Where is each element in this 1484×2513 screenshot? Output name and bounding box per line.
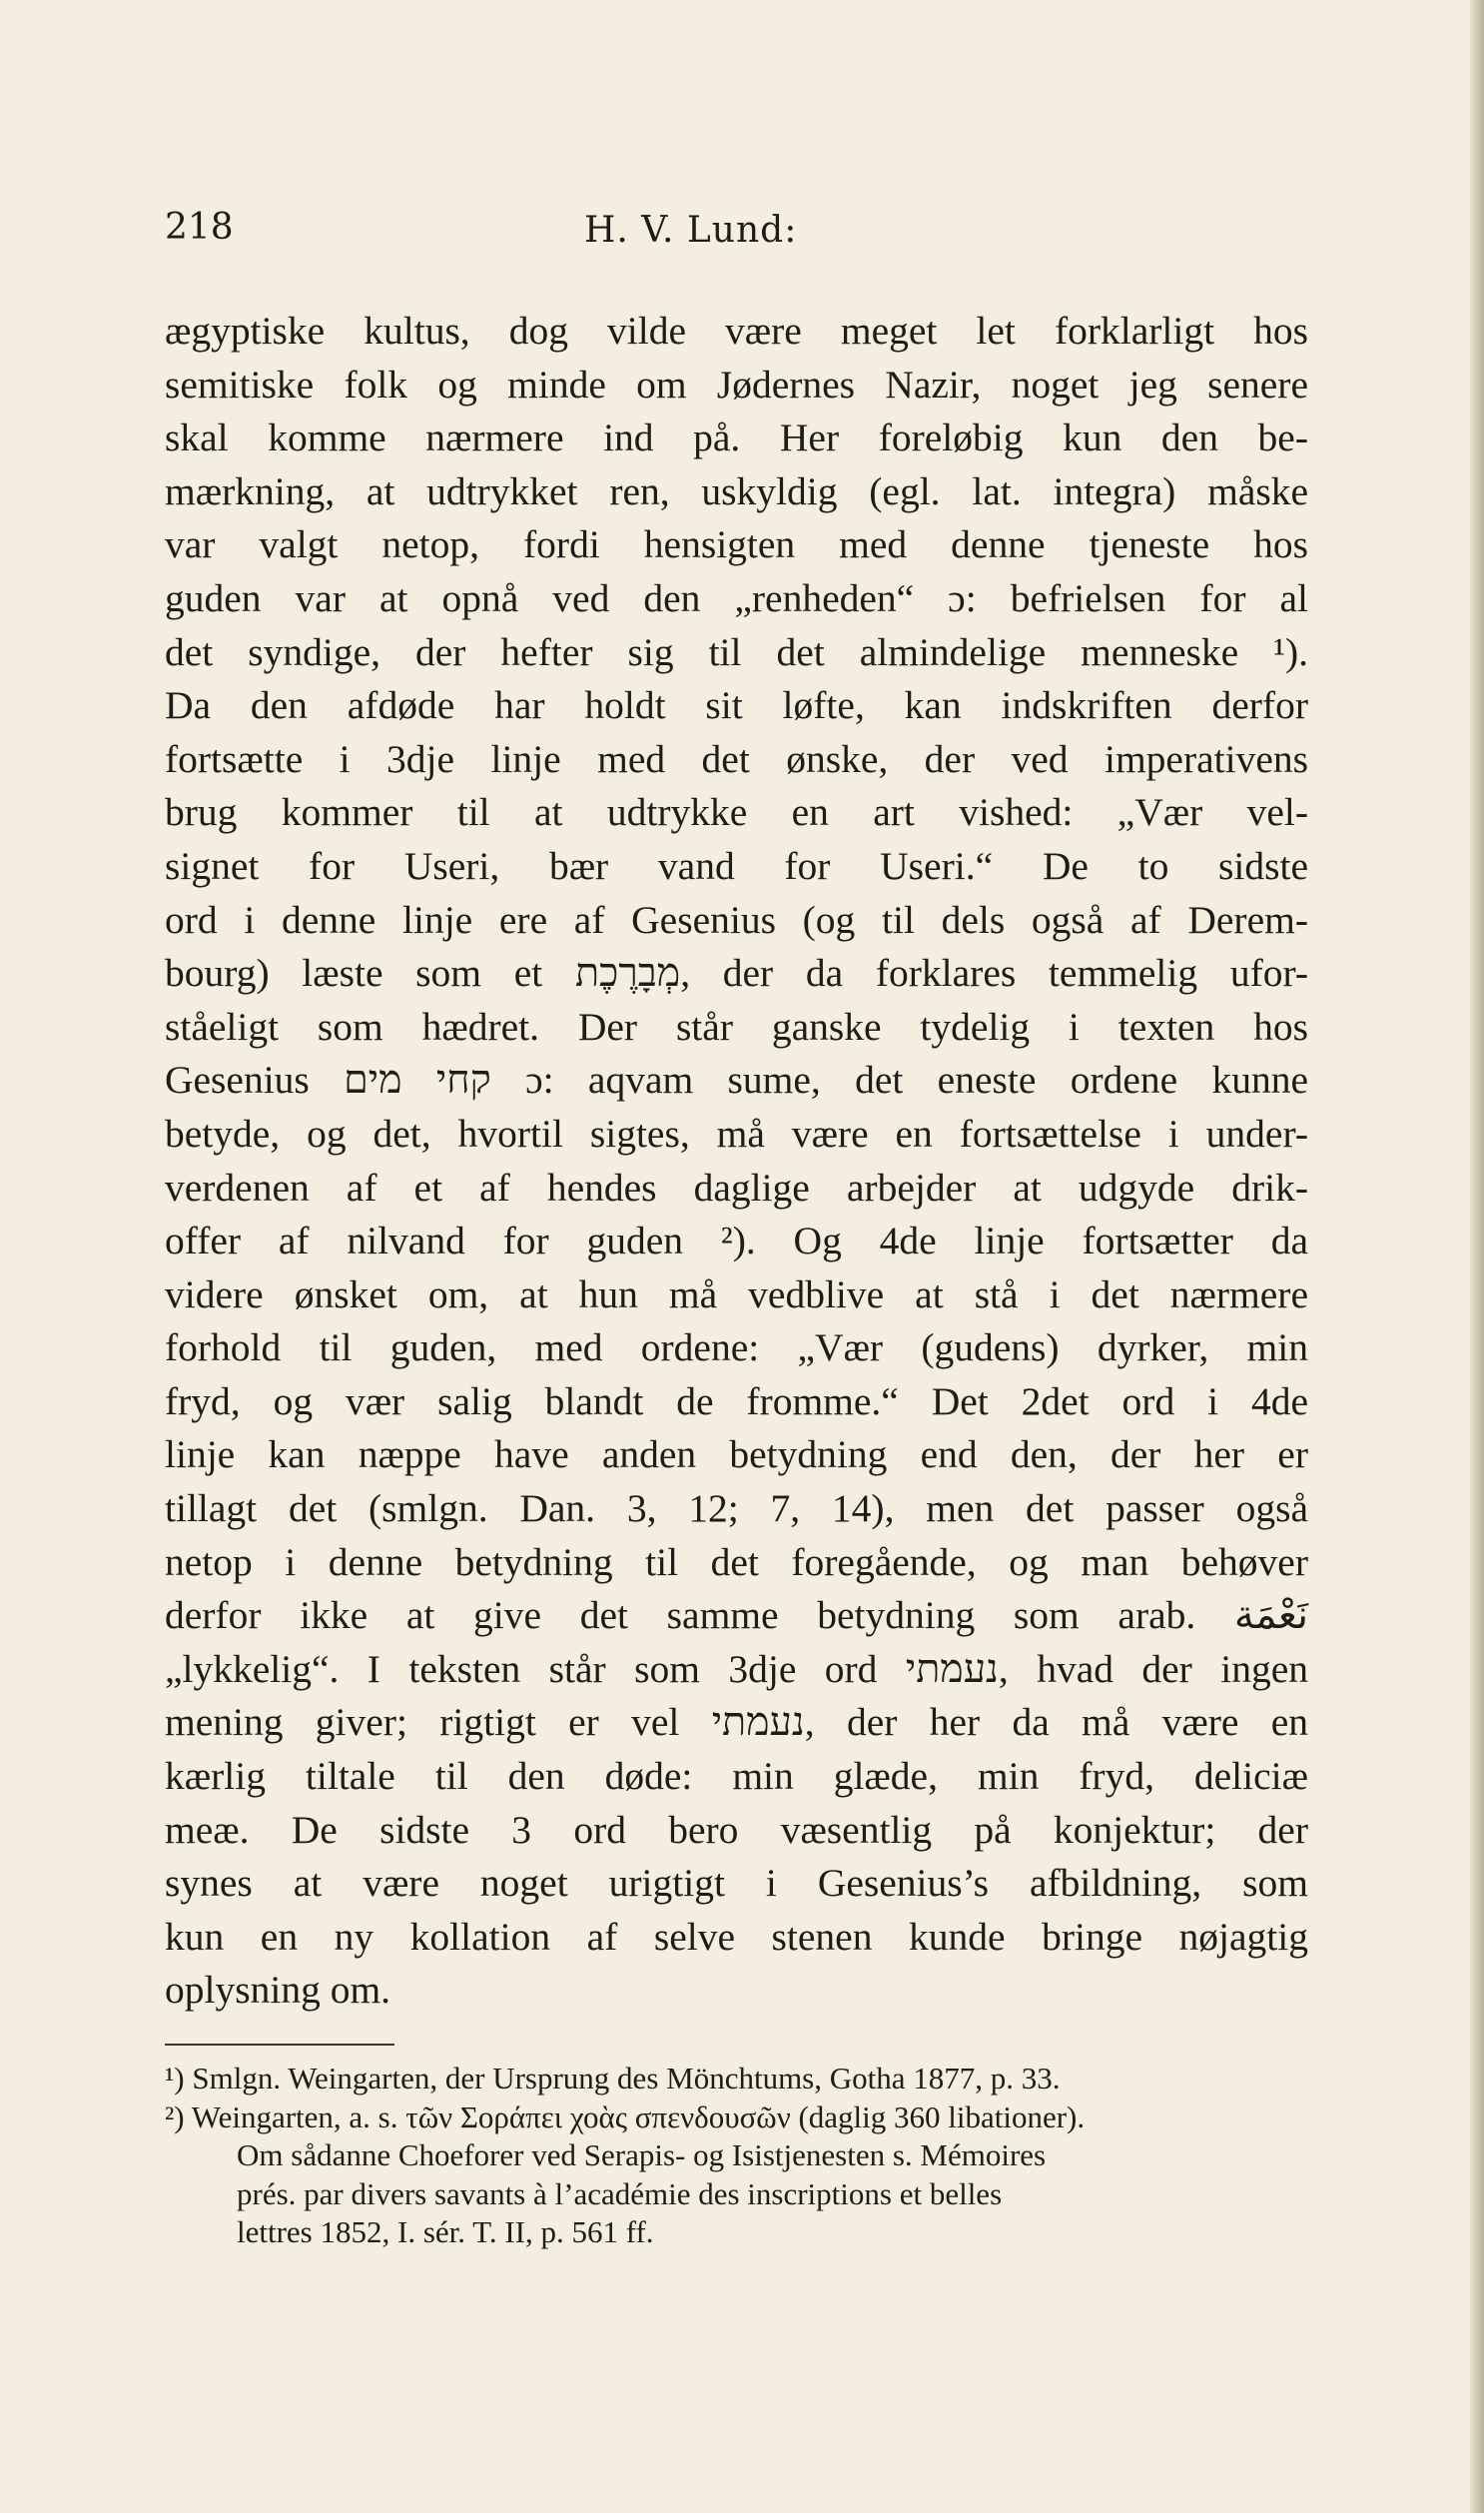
book-page [165,195,1308,2252]
text-line: videre ønsket om, at hun må vedblive at stå i det nærmere [165,1271,1308,1316]
text-line: tillagt det (smlgn. Dan. 3, 12; 7, 14), men det passer også [165,1486,1308,1531]
text-line: fortsætte i 3dje linje med det ønske, der ved imperativens [165,736,1308,781]
body-text [165,305,1308,2018]
text-line: ægyptiske kultus, dog vilde være meget let forklarligt hos [165,309,1308,353]
text-line: kærlig tiltale til den døde: min glæde, min fryd, deliciæ [165,1754,1308,1799]
text-line: signet for Useri, bær vand for Useri.“ De to sidste [165,843,1308,888]
text-line: derfor ikke at give det samme betydning som arab. نَعْمَة [165,1593,1308,1638]
text-line: offer af nilvand for guden ²). Og 4de linje fortsætter da [165,1219,1308,1263]
footnotes [165,2060,1308,2252]
page-edge-shadow [1470,0,1484,2513]
text-line: linje kan næppe have anden betydning end den, der her er [165,1432,1308,1477]
text-line: mærkning, at udtrykket ren, uskyldig (egl. lat. integra) måske [165,468,1308,513]
footnote-line: Om sådanne Choeforer ved Serapis- og Isistjenesten s. Mémoires [237,2137,1047,2172]
footnote-line: prés. par divers savants à l’académie des inscriptions et belles [237,2175,1003,2211]
text-line: oplysning om. [165,1968,391,2013]
text-line: meæ. De sidste 3 ord bero væsentlig på konjektur; der [165,1807,1308,1852]
text-line: semitiske folk og minde om Jødernes Nazir, noget jeg senere [165,362,1308,407]
text-line: ord i denne linje ere af Gesenius (og til dels også af Derem- [165,897,1308,942]
page-number: 218 [165,207,234,248]
footnote-line: ¹) Smlgn. Weingarten, der Ursprung des Mönchtums, Gotha 1877, p. 33. [165,2061,1061,2095]
running-title: H. V. Lund: [584,210,798,251]
page-header [165,195,1308,255]
text-line: fryd, og vær salig blandt de fromme.“ Det 2det ord i 4de [165,1378,1308,1423]
text-line: forhold til guden, med ordene: „Vær (gudens) dyrker, min [165,1325,1308,1370]
text-line: Gesenius קחי מים ɔ: aqvam sume, det eneste ordene kunne [165,1058,1309,1103]
text-line: skal komme nærmere ind på. Her foreløbig kun den be- [165,416,1308,460]
text-line: kun en ny kollation af selve stenen kunde bringe nøjagtig [165,1914,1308,1959]
text-line: netop i denne betydning til det foregående, og man behøver [165,1539,1308,1584]
footnote-line: lettres 1852, I. sér. T. II, p. 561 ff. [237,2214,654,2249]
text-line: var valgt netop, fordi hensigten med denne tjeneste hos [165,522,1308,567]
text-line: verdenen af et af hendes daglige arbejder at udgyde drik- [165,1165,1308,1210]
footnote-rule [165,2044,394,2046]
text-line: bourg) læste som et מְבָרֶכֶת, der da forklares temmelig ufor- [165,951,1308,996]
text-line: ståeligt som hædret. Der står ganske tydelig i texten hos [165,1004,1308,1049]
text-line: „lykkelig“. I teksten står som 3dje ord נעמתי, hvad der ingen [165,1646,1308,1691]
text-line: Da den afdøde har holdt sit løfte, kan indskriften derfor [165,683,1308,728]
text-line: brug kommer til at udtrykke en art vished: „Vær vel- [165,790,1308,835]
text-line: guden var at opnå ved den „renheden“ ɔ: befrielsen for al [165,575,1308,620]
text-line: betyde, og det, hvortil sigtes, må være en fortsættelse i under- [165,1111,1308,1156]
text-line: det syndige, der hefter sig til det almindelige menneske ¹). [165,629,1308,674]
text-line: synes at være noget urigtigt i Gesenius’s afbildning, som [165,1861,1308,1906]
footnote-line: ²) Weingarten, a. s. τῶν Σοράπει χοὰς σπενδουσῶν (daglig 360 libationer). [165,2098,1086,2134]
text-line: mening giver; rigtigt er vel נעמתי, der her da må være en [165,1700,1308,1745]
